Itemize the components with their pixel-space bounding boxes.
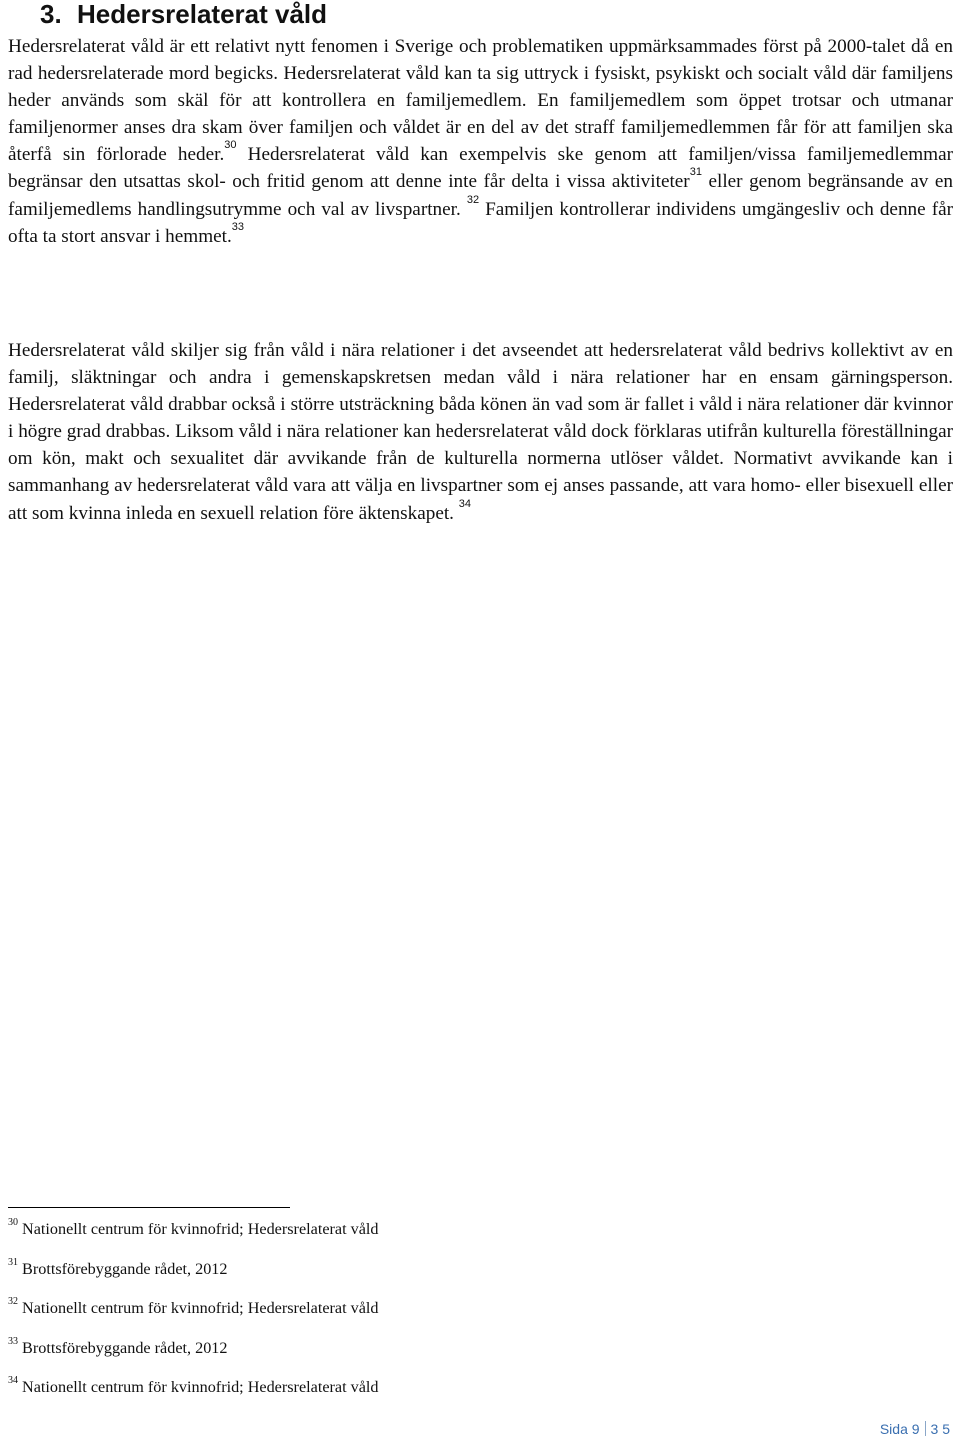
footnote-text: Brottsförebyggande rådet, 2012	[18, 1339, 228, 1357]
footnote-34	[8, 1376, 379, 1398]
footnote-number: 30	[8, 1217, 18, 1228]
page-number	[880, 1421, 950, 1437]
footnote-separator	[8, 1207, 290, 1208]
footnote-ref-30[interactable]: 30	[224, 139, 237, 152]
footnote-ref-32[interactable]: 32	[466, 193, 480, 206]
body-paragraph-1	[8, 33, 953, 250]
page-total: 3 5	[930, 1421, 950, 1437]
paragraph-text: Hedersrelaterat våld kan exempelvis ske genom att familjen/vissa familjemedlemmar begränsar den utsattas skol- och fritid genom att denne inte får delta i vissa aktiviteter	[8, 144, 953, 193]
footnote-number: 32	[8, 1296, 18, 1307]
section-title: Hedersrelaterat våld	[77, 0, 328, 29]
footnote-text: Nationellt centrum för kvinnofrid; Hedersrelaterat våld	[18, 1220, 379, 1238]
footnote-text: Brottsförebyggande rådet, 2012	[18, 1260, 228, 1278]
footnote-ref-33[interactable]: 33	[231, 220, 245, 233]
footnote-ref-31[interactable]: 31	[689, 166, 702, 179]
footnote-33	[8, 1337, 227, 1359]
footnote-number: 31	[8, 1257, 18, 1268]
footnote-30	[8, 1218, 379, 1240]
footnote-text: Nationellt centrum för kvinnofrid; Hedersrelaterat våld	[18, 1299, 379, 1317]
section-number: 3.	[40, 0, 62, 29]
paragraph-text: Hedersrelaterat våld skiljer sig från våld i nära relationer i det avseendet att hedersrelaterat våld bedrivs kollektivt av en familj, släktningar och andra i gemenskapskretsen medan våld i nära relationer har en ensam gärningsperson. Hedersrelaterat våld drabbar också i större utsträckning båda könen än vad som är fallet i våld i nära relationer där kvinnor i högre grad drabbas. Liksom våld i nära relationer kan hedersrelaterat våld dock förklaras utifrån kulturella föreställningar om kön, makt och sexualitet där avvikande från de kulturella normerna utlöser våldet. Normativt avvikande kan i sammanhang av hedersrelaterat våld vara att välja en livspartner som ej anses passande, att vara homo- eller bisexuell eller att som kvinna inleda en sexuell relation före äktenskapet.	[8, 340, 953, 524]
body-paragraph-2	[8, 337, 953, 527]
footnote-number: 33	[8, 1336, 18, 1347]
footnote-ref-34[interactable]: 34	[458, 497, 472, 510]
section-heading	[40, 0, 327, 32]
footnote-text: Nationellt centrum för kvinnofrid; Hedersrelaterat våld	[18, 1378, 379, 1396]
paragraph-text: Familjen kontrollerar individens umgängesliv och denne får ofta ta stort ansvar i hemmet.	[8, 198, 953, 247]
footnote-31	[8, 1258, 227, 1280]
footnote-number: 34	[8, 1375, 18, 1386]
paragraph-text: eller genom begränsande av en familjemedlems handlingsutrymme och val av livspartner.	[8, 171, 953, 220]
page-number-divider	[925, 1421, 926, 1436]
page-label: Sida 9	[879, 1421, 920, 1437]
footnote-32	[8, 1297, 379, 1319]
paragraph-text: Hedersrelaterat våld är ett relativt nytt fenomen i Sverige och problematiken uppmärksammades först på 2000-talet då en rad hedersrelaterade mord begicks. Hedersrelaterat våld kan ta sig uttryck i fysiskt, psykiskt och socialt våld där familjens heder används som skäl för att kontrollera en familjemedlem. En familjemedlem som öppet trotsar och utmanar familjenormer anses dra skam över familjen och våldet är en del av det straff familjemedlemmen får för att familjen ska återfå sin förlorade heder.	[8, 36, 953, 166]
